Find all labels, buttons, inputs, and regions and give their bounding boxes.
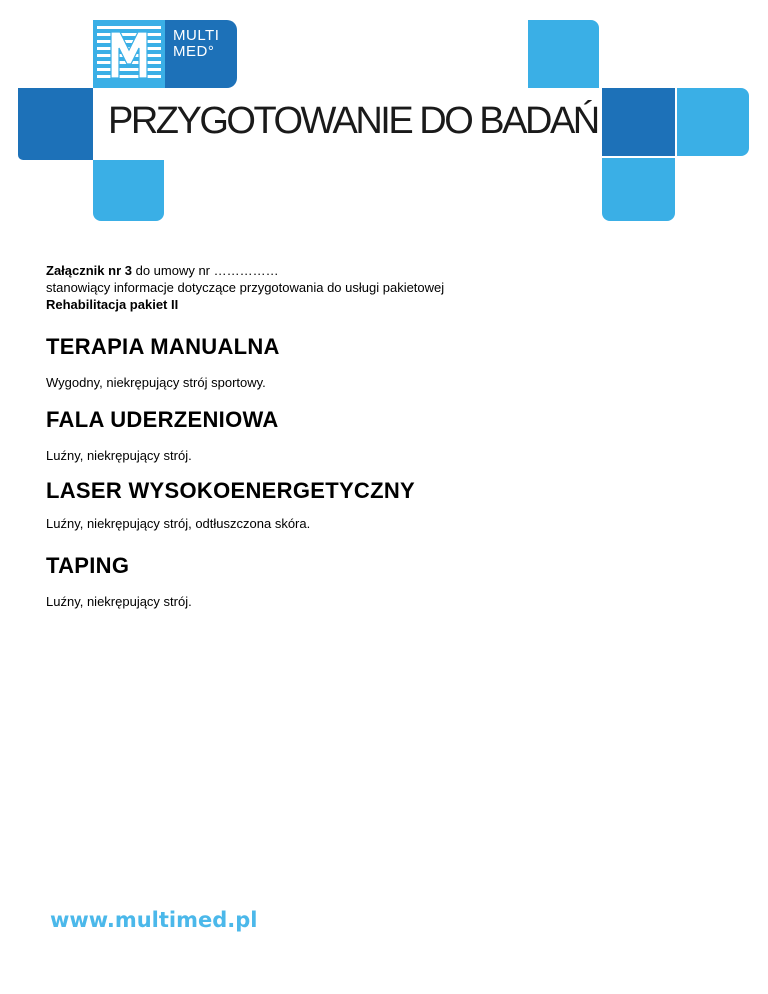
package-name: Rehabilitacja pakiet II [46,297,179,312]
decor-block-bottom-right [602,158,675,221]
section-desc-fala-uderzeniowa: Luźny, niekrępujący strój. [46,448,192,463]
multimed-logo [93,20,237,88]
section-desc-laser: Luźny, niekrępujący strój, odtłuszczona skóra. [46,516,311,531]
footer-website-link[interactable]: www.multimed.pl [50,908,258,932]
decor-block-bottom-left [93,160,164,221]
annex-number: Załącznik nr 3 [46,263,132,278]
section-desc-taping: Luźny, niekrępujący strój. [46,594,192,609]
decor-block-mid-right [602,88,675,156]
intro-block [46,262,444,313]
section-title-laser: LASER WYSOKOENERGETYCZNY [46,478,416,503]
logo-line-2: MED° [173,43,215,60]
logo-line-1: MULTI [173,27,220,44]
logo-m-icon [93,20,165,88]
section-title-taping: TAPING [46,553,130,578]
section-title-fala-uderzeniowa: FALA UDERZENIOWA [46,407,279,432]
intro-line-2: stanowiący informacje dotyczące przygotowania do usługi pakietowej [46,280,445,295]
decor-block-far-right [677,88,749,156]
contract-text: do umowy nr …………… [131,263,279,278]
decor-block-left [18,88,93,160]
intro-line-3 [46,296,444,313]
section-title-terapia-manualna: TERAPIA MANUALNA [46,334,280,359]
intro-line-1 [46,262,444,279]
section-desc-terapia-manualna: Wygodny, niekrępujący strój sportowy. [46,375,266,390]
page-title: PRZYGOTOWANIE DO BADAŃ [108,100,598,142]
logo-wordmark [165,20,237,88]
decor-block-top-right [528,20,599,88]
